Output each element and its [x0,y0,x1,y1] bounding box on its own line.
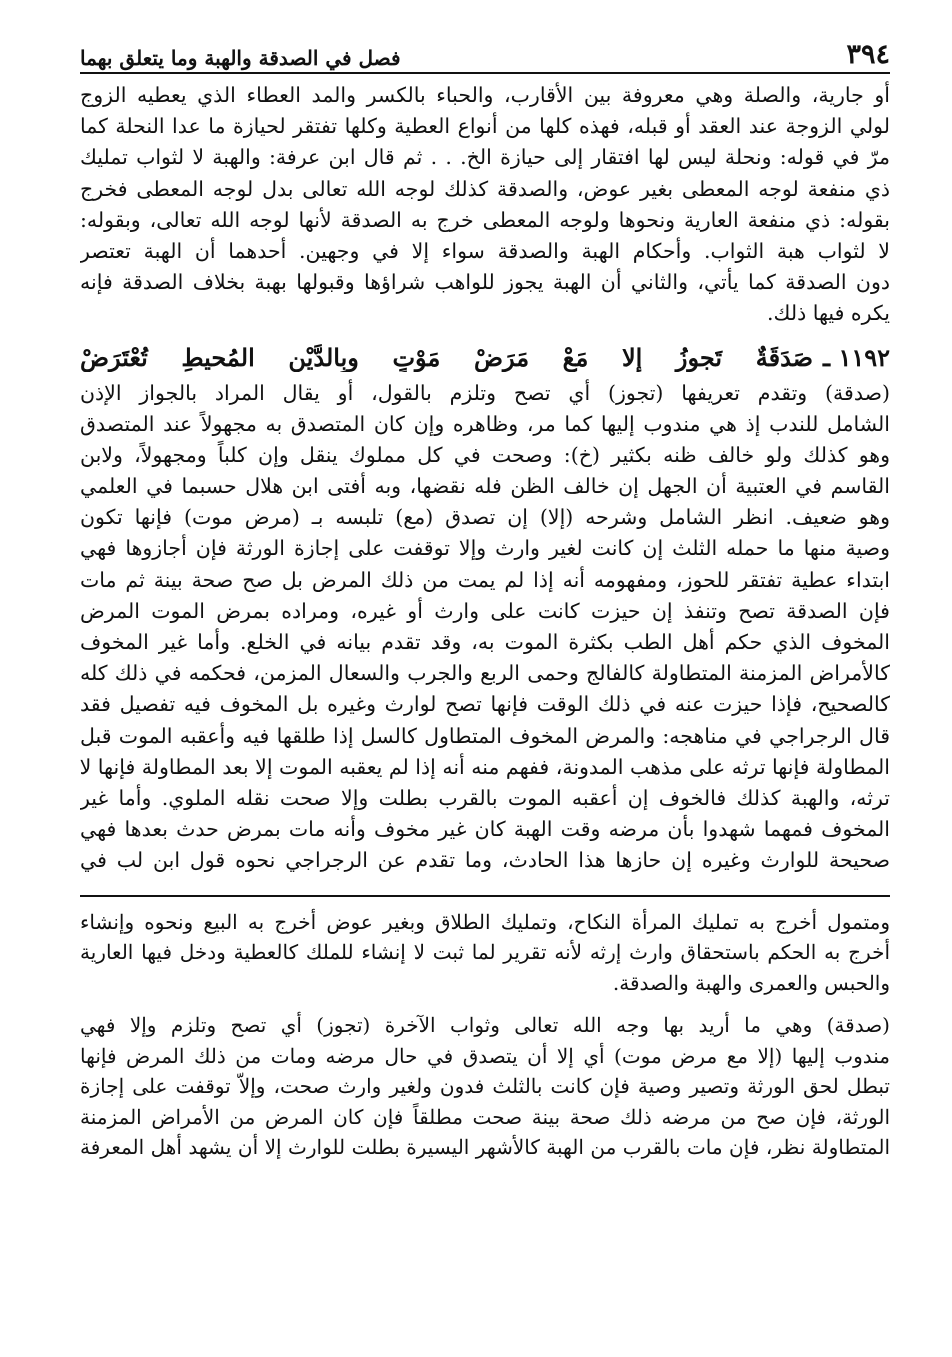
text-line: دون الصدقة كما يأتي، والثاني أن الهبة يجوز للواهب شراؤها وقبولها بهبة بخلاف الصدقة فإنه [80,270,890,295]
text-line: ترثه، والهبة كذلك فالخوف إن أعقبه الموت بالقرب بطلت وإلا صحت نقله الملوي. وأما غير [80,785,890,810]
chapter-title: فصل في الصدقة والهبة وما يتعلق بهما [80,46,401,70]
footnote-line: (صدقة) وهي ما أريد بها وجه الله تعالى وثواب الآخرة (تجوز) أي تصح وتلزم وإلا فهي [80,1013,890,1037]
text-line: يكره فيها ذلك. [767,301,890,326]
verse-text: صَدَقَةٌ تَجوزُ إلا مَعْ مَرَضْ مَوْتٍ وبِالدَّيْنِ المُحيطِ تُعْتَرَضْ [80,342,814,372]
commentary-paragraph [80,378,890,877]
footnote-divider [80,895,890,897]
text-line: (صدقة) وتقدم تعريفها (تجوز) أي تصح وتلزم بالقول، أو يقال المراد بالجواز الإذن [80,380,890,405]
text-line: بقوله: ذي منفعة العارية ونحوها ولوجه المعطى خرج به الصدقة لأنها لوجه الله تعالى، وبقوله: [80,207,890,232]
text-line: القاسم في العتبية أن الجهل إن خالف الظن فله نقضها، وبه أفتى ابن هلال حسبما في العلمي [80,474,890,499]
page-number: ٣٩٤ [846,39,890,70]
text-line: المخوف فمهما شهدوا بأن مرضه وقت الهبة كان غير مخوف وأنه مات بمرض حدث بعدها فهي [80,817,890,842]
text-line: لا لثواب هبة الثواب. وأحكام الهبة والصدقة سواء إلا في وجهين. أحدهما أن الهبة تعتصر [80,238,890,263]
intro-paragraph [80,80,890,330]
text-line: المخوف الذي حكم أهل الطب بكثرة الموت به، وقد تقدم بيانه في الخلع. وأما غير المخوف [80,630,890,654]
footnote-line: الورثة، فإن صح من مرضه ذلك صحة بينة صحت مطلقاً فإن كان المرض من الأمراض المزمنة [80,1104,890,1129]
text-line: لولي الزوجة عند العقد أو قبله، فهذه كلها من أنواع العطية وكلها تفتقر لحيازة ما عدا النحلة كما [80,114,890,139]
footnote-line: تبطل لحق الورثة وتصير وصية فإن كانت بالثلث فدون ولغير وارث صحت، وإلاّ توقفت على إجازة [80,1074,890,1098]
verse-number: ١١٩٢ ـ [823,342,890,372]
text-line: وهو كذلك ولو خالف ظنه بكثير (خ): وصحت في كل مملوك ينقل وإن كلباً ومجهولاً، ولابن [80,442,890,467]
text-line: وهو ضعيف. انظر الشامل وشرحه (إلا) إن تصدق (مع) تلبسه بـ (مرض موت) فإنها تكون [80,505,890,530]
footnote-line: والحبس والعمرى والهبة والصدقة. [612,970,890,995]
text-line: صحيحة للوارث وغيره إن حازها هذا الحادث، وما تقدم عن الرجراجي نحوه قول ابن لب في [80,848,890,873]
text-line: وصية منها ما حمله الثلث إن كانت لغير وارث وإلا توقفت على إجازة الورثة فإن أجازوها فهي [80,536,890,561]
text-line: فإن الصدقة تصح وتنفذ إن حيزت كانت على وارث أو غيره، ومراده بمرض الموت المرض [80,598,890,623]
text-line: ذي منفعة لوجه المعطى بغير عوض، والصدقة كذلك لوجه الله تعالى بدل لوجه المعطى فخرج [80,176,890,201]
footnote-line: ومتمول أخرج به تمليك المرأة النكاح، وتمليك الطلاق وبغير عوض أخرج به البيع ونحوه وإنشاء [80,909,890,934]
footnote-line: مندوب إليها (إلا مع مرض موت) أي إلا أن يتصدق في حال مرضه ومات من ذلك المرض فإنها [80,1043,890,1068]
text-line: المطاولة فإنها ترثه على مذهب المدونة، ففهم منه أنه إذا لم يعقبه الموت إلا بعد المطاولة فإنها لا [80,754,890,779]
text-line: ابتداء عطية تفتقر للحوز، ومفهومه أنه إذا لم يمت من ذلك المرض بل صح صحة بينة ثم مات [80,567,890,592]
running-header [80,26,890,74]
verse-line [80,332,890,372]
text-line: أو جارية، والصلة وهي معروفة بين الأقارب، والحباء بالكسر والمد العطاء الذي يعطيه الزوج [80,83,890,107]
footnote-line: المتطاولة نظر، فإن مات بالقرب من الهبة كالأشهر اليسيرة بطلت للوارث إلا أن يشهد أهل المعرفة [80,1135,890,1159]
footnote-line: أخرج به الحكم باستحقاق وارث إرثه لأنه تقرير لما ثبت لا إنشاء للملك كالعطية ودخل فيها العارية [80,940,890,964]
footnote-section [80,907,890,1163]
footnote-gap [80,998,890,1010]
text-line: قال الرجراجي في مناهجه: والمرض المخوف المتطاول كالسل إذا طلقها فيه وأعقبه الموت قبل [80,723,890,748]
text-line: الشامل للندب إذ هي مندوب إليها كما مر، وظاهره وإن كان المتصدق به مجهولاً عند المتصدق [80,411,890,436]
text-line: مرّ في قوله: ونحلة ليس لها افتقار إلى حيازة الخ. . . ثم قال ابن عرفة: والهبة لا لثواب تمليك [80,145,890,170]
text-line: كالصحيح، فإذا حيزت عنه في ذلك الوقت فإنها تصح لوارث وغيره بل المخوف فيه تفصيل فقد [80,692,890,717]
text-line: كالأمراض المزمنة المتطاولة كالفالج وحمى الربع والجرب والسعال المزمن، فحكمه في ذلك كله [80,661,890,686]
